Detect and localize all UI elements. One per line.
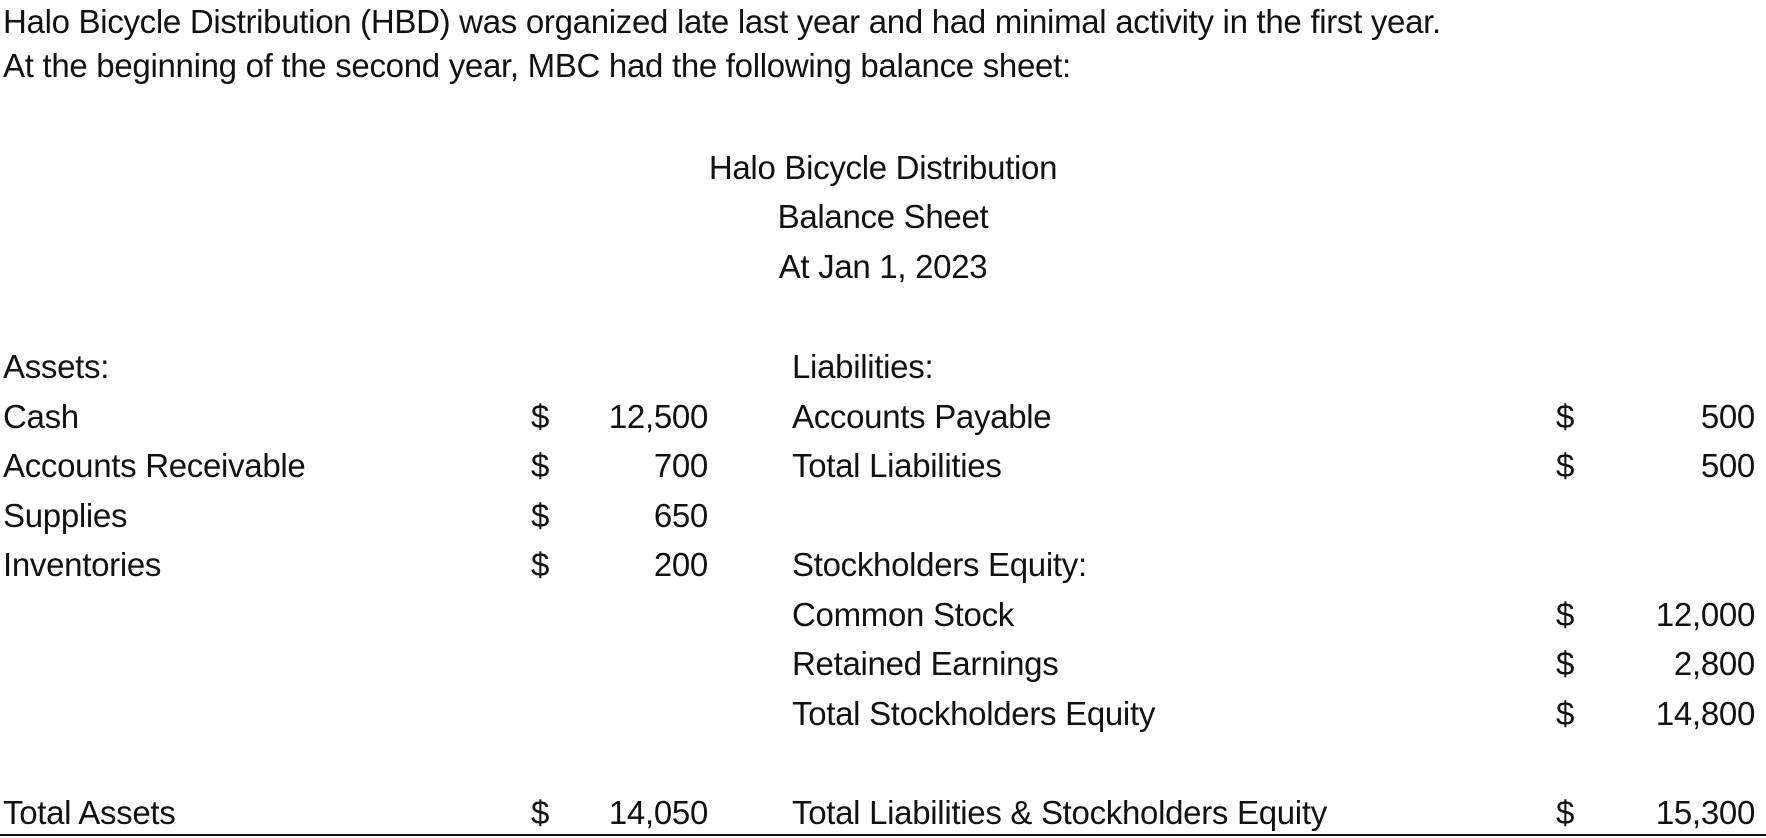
asset-label-inventories: Inventories bbox=[3, 546, 162, 583]
liabilities-heading: Liabilities: bbox=[792, 348, 934, 385]
liability-amount-accounts-payable: 500 bbox=[1700, 398, 1755, 435]
equity-currency-retained-earnings: $ bbox=[1556, 645, 1575, 682]
total-equity-currency: $ bbox=[1556, 695, 1575, 732]
assets-heading: Assets: bbox=[3, 348, 110, 385]
liability-currency-accounts-payable: $ bbox=[1556, 398, 1575, 435]
total-liabilities-currency: $ bbox=[1556, 447, 1575, 484]
equity-amount-common-stock: 12,000 bbox=[1655, 596, 1755, 633]
equity-label-retained-earnings: Retained Earnings bbox=[792, 645, 1059, 682]
intro-line-1: Halo Bicycle Distribution (HBD) was organized late last year and had minimal activity in the first year. bbox=[3, 3, 1441, 40]
asset-currency-supplies: $ bbox=[531, 497, 550, 534]
asset-amount-inventories: 200 bbox=[653, 546, 708, 583]
grand-total-label: Total Liabilities & Stockholders Equity bbox=[792, 794, 1327, 831]
asset-label-accounts-receivable: Accounts Receivable bbox=[3, 447, 306, 484]
equity-label-common-stock: Common Stock bbox=[792, 596, 1014, 633]
equity-currency-common-stock: $ bbox=[1556, 596, 1575, 633]
bottom-divider bbox=[0, 834, 1766, 836]
grand-total-amount: 15,300 bbox=[1655, 794, 1755, 831]
total-liabilities-label: Total Liabilities bbox=[792, 447, 1002, 484]
grand-total-currency: $ bbox=[1556, 794, 1575, 831]
total-equity-amount: 14,800 bbox=[1655, 695, 1755, 732]
company-name: Halo Bicycle Distribution bbox=[708, 149, 1058, 186]
asset-currency-accounts-receivable: $ bbox=[531, 447, 550, 484]
total-assets-currency: $ bbox=[531, 794, 550, 831]
asset-amount-supplies: 650 bbox=[653, 497, 708, 534]
asset-currency-inventories: $ bbox=[531, 546, 550, 583]
asset-amount-cash: 12,500 bbox=[608, 398, 708, 435]
asset-amount-accounts-receivable: 700 bbox=[653, 447, 708, 484]
equity-amount-retained-earnings: 2,800 bbox=[1673, 645, 1755, 682]
asset-label-supplies: Supplies bbox=[3, 497, 128, 534]
total-liabilities-amount: 500 bbox=[1700, 447, 1755, 484]
asset-currency-cash: $ bbox=[531, 398, 550, 435]
total-equity-label: Total Stockholders Equity bbox=[792, 695, 1156, 732]
equity-heading: Stockholders Equity: bbox=[792, 546, 1087, 583]
statement-title: Balance Sheet bbox=[777, 198, 989, 235]
asset-label-cash: Cash bbox=[3, 398, 79, 435]
intro-line-2: At the beginning of the second year, MBC had the following balance sheet: bbox=[3, 47, 1071, 84]
statement-date: At Jan 1, 2023 bbox=[778, 248, 988, 285]
total-assets-amount: 14,050 bbox=[608, 794, 708, 831]
total-assets-label: Total Assets bbox=[3, 794, 176, 831]
liability-label-accounts-payable: Accounts Payable bbox=[792, 398, 1052, 435]
